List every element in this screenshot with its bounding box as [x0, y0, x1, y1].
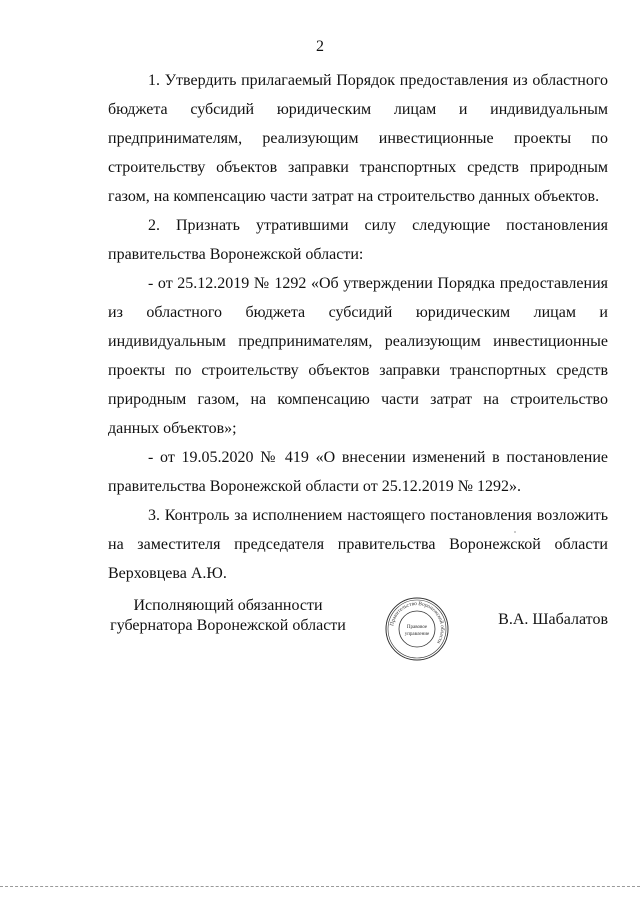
paragraph-approve-procedure: 1. Утвердить прилагаемый Порядок предоставления из областного бюджета субсидий юридическим лицам и индивидуальным предпринимателям, реализующим инвестиционные проекты по строительству объектов заправки транспортных средств природным газом, на компенсацию части затрат на строительство данных объектов. — [108, 72, 608, 205]
signature-block — [108, 596, 608, 676]
paragraph-control-assignment: 3. Контроль за исполнением настоящего постановления возложить на заместителя председателя правительства Воронежской области Верховцева А.Ю. — [108, 507, 608, 582]
paragraph-repealed-decree-419: - от 19.05.2020 № 419 «О внесении изменений в постановление правительства Воронежской области от 25.12.2019 № 1292». — [108, 449, 608, 495]
paragraph-repeal-heading: 2. Признать утратившими силу следующие постановления правительства Воронежской области: — [108, 217, 608, 263]
signer-position — [108, 596, 348, 636]
page-number: 2 — [316, 38, 324, 55]
signer-position-line-2: губернатора Воронежской области — [110, 617, 346, 634]
scan-speck — [514, 531, 516, 533]
page-bottom-divider — [0, 886, 640, 887]
signer-position-line-1: Исполняющий обязанности — [133, 597, 323, 614]
stamp-center-line-1: Правовое — [406, 625, 428, 630]
signer-name: В.А. Шабалатов — [498, 611, 608, 628]
stamp-center-line-2: управление — [404, 632, 430, 637]
stamp-ring-text: Правительство Воронежской области — [389, 600, 446, 645]
document-body — [108, 66, 608, 588]
official-stamp — [384, 596, 450, 662]
paragraph-repealed-decree-1292: - от 25.12.2019 № 1292 «Об утверждении Порядка предоставления из областного бюджета субсидий юридическим лицам и индивидуальным предпринимателям, реализующим инвестиционные проекты по строительству объектов заправки транспортных средств природным газом, на компенсацию части затрат на строительство данных объектов»; — [108, 275, 608, 437]
